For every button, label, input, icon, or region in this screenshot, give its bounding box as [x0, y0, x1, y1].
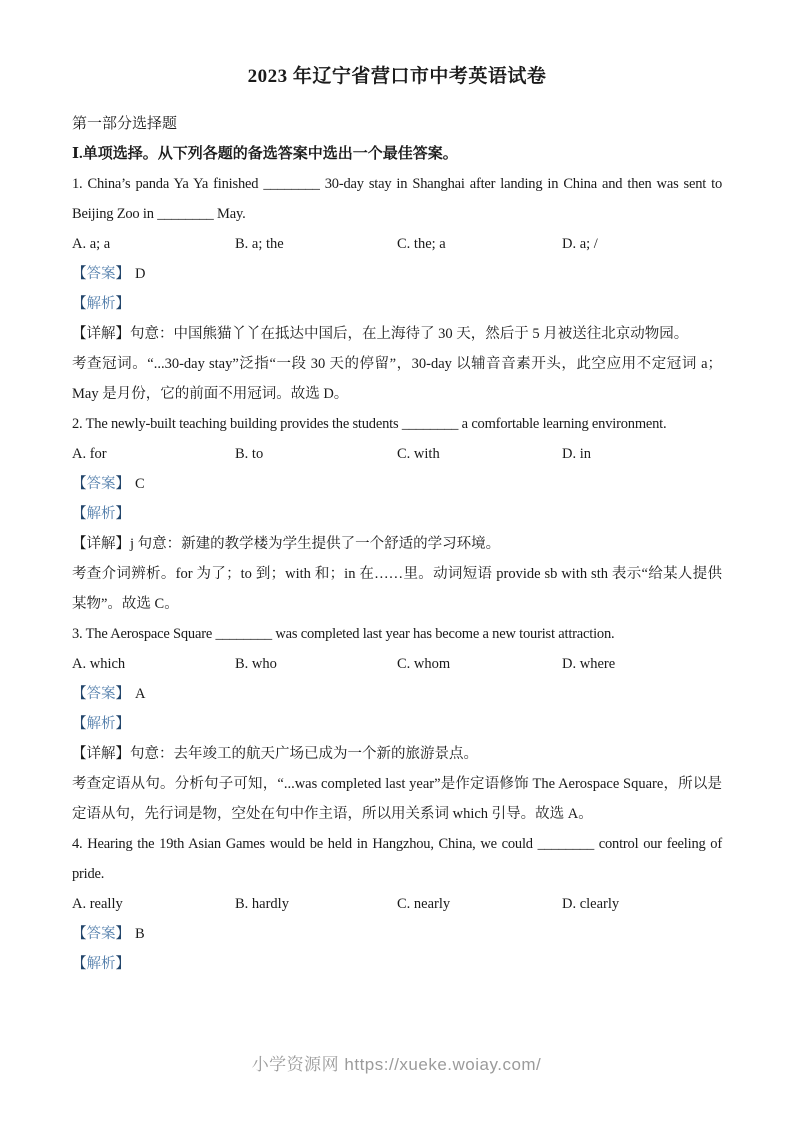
- bracket-close: 】: [115, 296, 130, 312]
- answer-value: C: [135, 476, 145, 492]
- option-d: D. clearly: [562, 896, 620, 912]
- option-c: C. with: [397, 446, 440, 462]
- option-c: C. whom: [397, 656, 451, 672]
- question-4-answer-line: [72, 919, 722, 949]
- option-b: B. hardly: [235, 896, 289, 912]
- bracket-open: 【: [72, 686, 87, 702]
- question-4-stem: 4. Hearing the 19th Asian Games would be held in Hangzhou, China, we could ________ control our feeling of pride.: [72, 836, 722, 882]
- bracket-close: 】: [115, 716, 130, 732]
- analysis-label: 解析: [86, 956, 116, 972]
- answer-value: A: [135, 686, 146, 702]
- option-d: D. where: [562, 656, 616, 672]
- bracket-open: 【: [72, 716, 87, 732]
- bracket-close: 】: [115, 506, 130, 522]
- answer-label: 答案: [86, 476, 116, 492]
- section-header: 第一部分选择题: [72, 116, 178, 132]
- option-d: D. in: [562, 446, 591, 462]
- footer-text: 小学资源网 https://xueke.woiay.com/: [251, 1055, 542, 1074]
- bracket-open: 【: [72, 506, 87, 522]
- bracket-close: 】: [115, 956, 130, 972]
- option-d: D. a; /: [562, 236, 598, 252]
- question-2-answer-line: [72, 469, 722, 499]
- question-3-detail-1: 【详解】句意：去年竣工的航天广场已成为一个新的旅游景点。: [72, 746, 478, 762]
- question-2-options: [72, 439, 722, 469]
- analysis-label: 解析: [86, 506, 116, 522]
- answer-value: D: [135, 266, 146, 282]
- option-b: B. a; the: [235, 236, 284, 252]
- bracket-close: 】: [115, 686, 130, 702]
- bracket-open: 【: [72, 956, 87, 972]
- bracket-close: 】: [115, 266, 130, 282]
- page-title: 2023 年辽宁省营口市中考英语试卷: [247, 66, 547, 87]
- question-1-analysis-line: [72, 289, 722, 319]
- option-a: A. a; a: [72, 236, 111, 252]
- question-block-4: [72, 829, 722, 979]
- part-header: Ⅰ.单项选择。从下列各题的备选答案中选出一个最佳答案。: [72, 146, 458, 162]
- bracket-open: 【: [72, 266, 87, 282]
- answer-value: B: [135, 926, 145, 942]
- question-3-detail-2: 考查定语从句。分析句子可知，“...was completed last year”是作定语修饰 The Aerospace Square，所以是定语从句，先行词是物，空处在句中作主语，所以用关系词 which 引导。故选 A。: [72, 776, 722, 822]
- bracket-open: 【: [72, 926, 87, 942]
- bracket-close: 】: [115, 926, 130, 942]
- question-2-stem: 2. The newly-built teaching building provides the students ________ a comfortable learning environment.: [72, 416, 667, 432]
- analysis-label: 解析: [86, 716, 116, 732]
- question-3-options: [72, 649, 722, 679]
- bracket-open: 【: [72, 476, 87, 492]
- question-1-detail-2: 考查冠词。“...30-day stay”泛指“一段 30 天的停留”，30-day 以辅音音素开头，此空应用不定冠词 a；May 是月份，它的前面不用冠词。故选 D。: [72, 356, 722, 402]
- bracket-close: 】: [115, 476, 130, 492]
- question-4-analysis-line: [72, 949, 722, 979]
- option-b: B. who: [235, 656, 277, 672]
- answer-label: 答案: [86, 686, 116, 702]
- option-c: C. the; a: [397, 236, 446, 252]
- option-a: A. which: [72, 656, 126, 672]
- question-1-options: [72, 229, 722, 259]
- question-block-2: [72, 409, 722, 619]
- question-2-detail-1: 【详解】j 句意：新建的教学楼为学生提供了一个舒适的学习环境。: [72, 536, 501, 552]
- bracket-open: 【: [72, 296, 87, 312]
- answer-label: 答案: [86, 926, 116, 942]
- question-4-options: [72, 889, 722, 919]
- question-block-3: [72, 619, 722, 829]
- option-b: B. to: [235, 446, 264, 462]
- question-1-detail-1: 【详解】句意：中国熊猫丫丫在抵达中国后，在上海待了 30 天，然后于 5 月被送往北京动物园。: [72, 326, 689, 342]
- page-content: [72, 62, 722, 979]
- option-a: A. really: [72, 896, 123, 912]
- option-a: A. for: [72, 446, 107, 462]
- question-1-stem: 1. China’s panda Ya Ya finished ________ 30-day stay in Shanghai after landing in China and then was sent to Beijing Zoo in ________ May.: [72, 176, 722, 222]
- question-3-stem: 3. The Aerospace Square ________ was completed last year has become a new tourist attraction.: [72, 626, 615, 642]
- question-1-answer-line: [72, 259, 722, 289]
- answer-label: 答案: [86, 266, 116, 282]
- question-2-analysis-line: [72, 499, 722, 529]
- footer-watermark: [0, 1050, 793, 1080]
- question-3-analysis-line: [72, 709, 722, 739]
- question-block-1: [72, 169, 722, 409]
- question-3-answer-line: [72, 679, 722, 709]
- analysis-label: 解析: [86, 296, 116, 312]
- option-c: C. nearly: [397, 896, 451, 912]
- question-2-detail-2: 考查介词辨析。for 为了；to 到；with 和；in 在……里。动词短语 provide sb with sth 表示“给某人提供某物”。故选 C。: [72, 566, 722, 612]
